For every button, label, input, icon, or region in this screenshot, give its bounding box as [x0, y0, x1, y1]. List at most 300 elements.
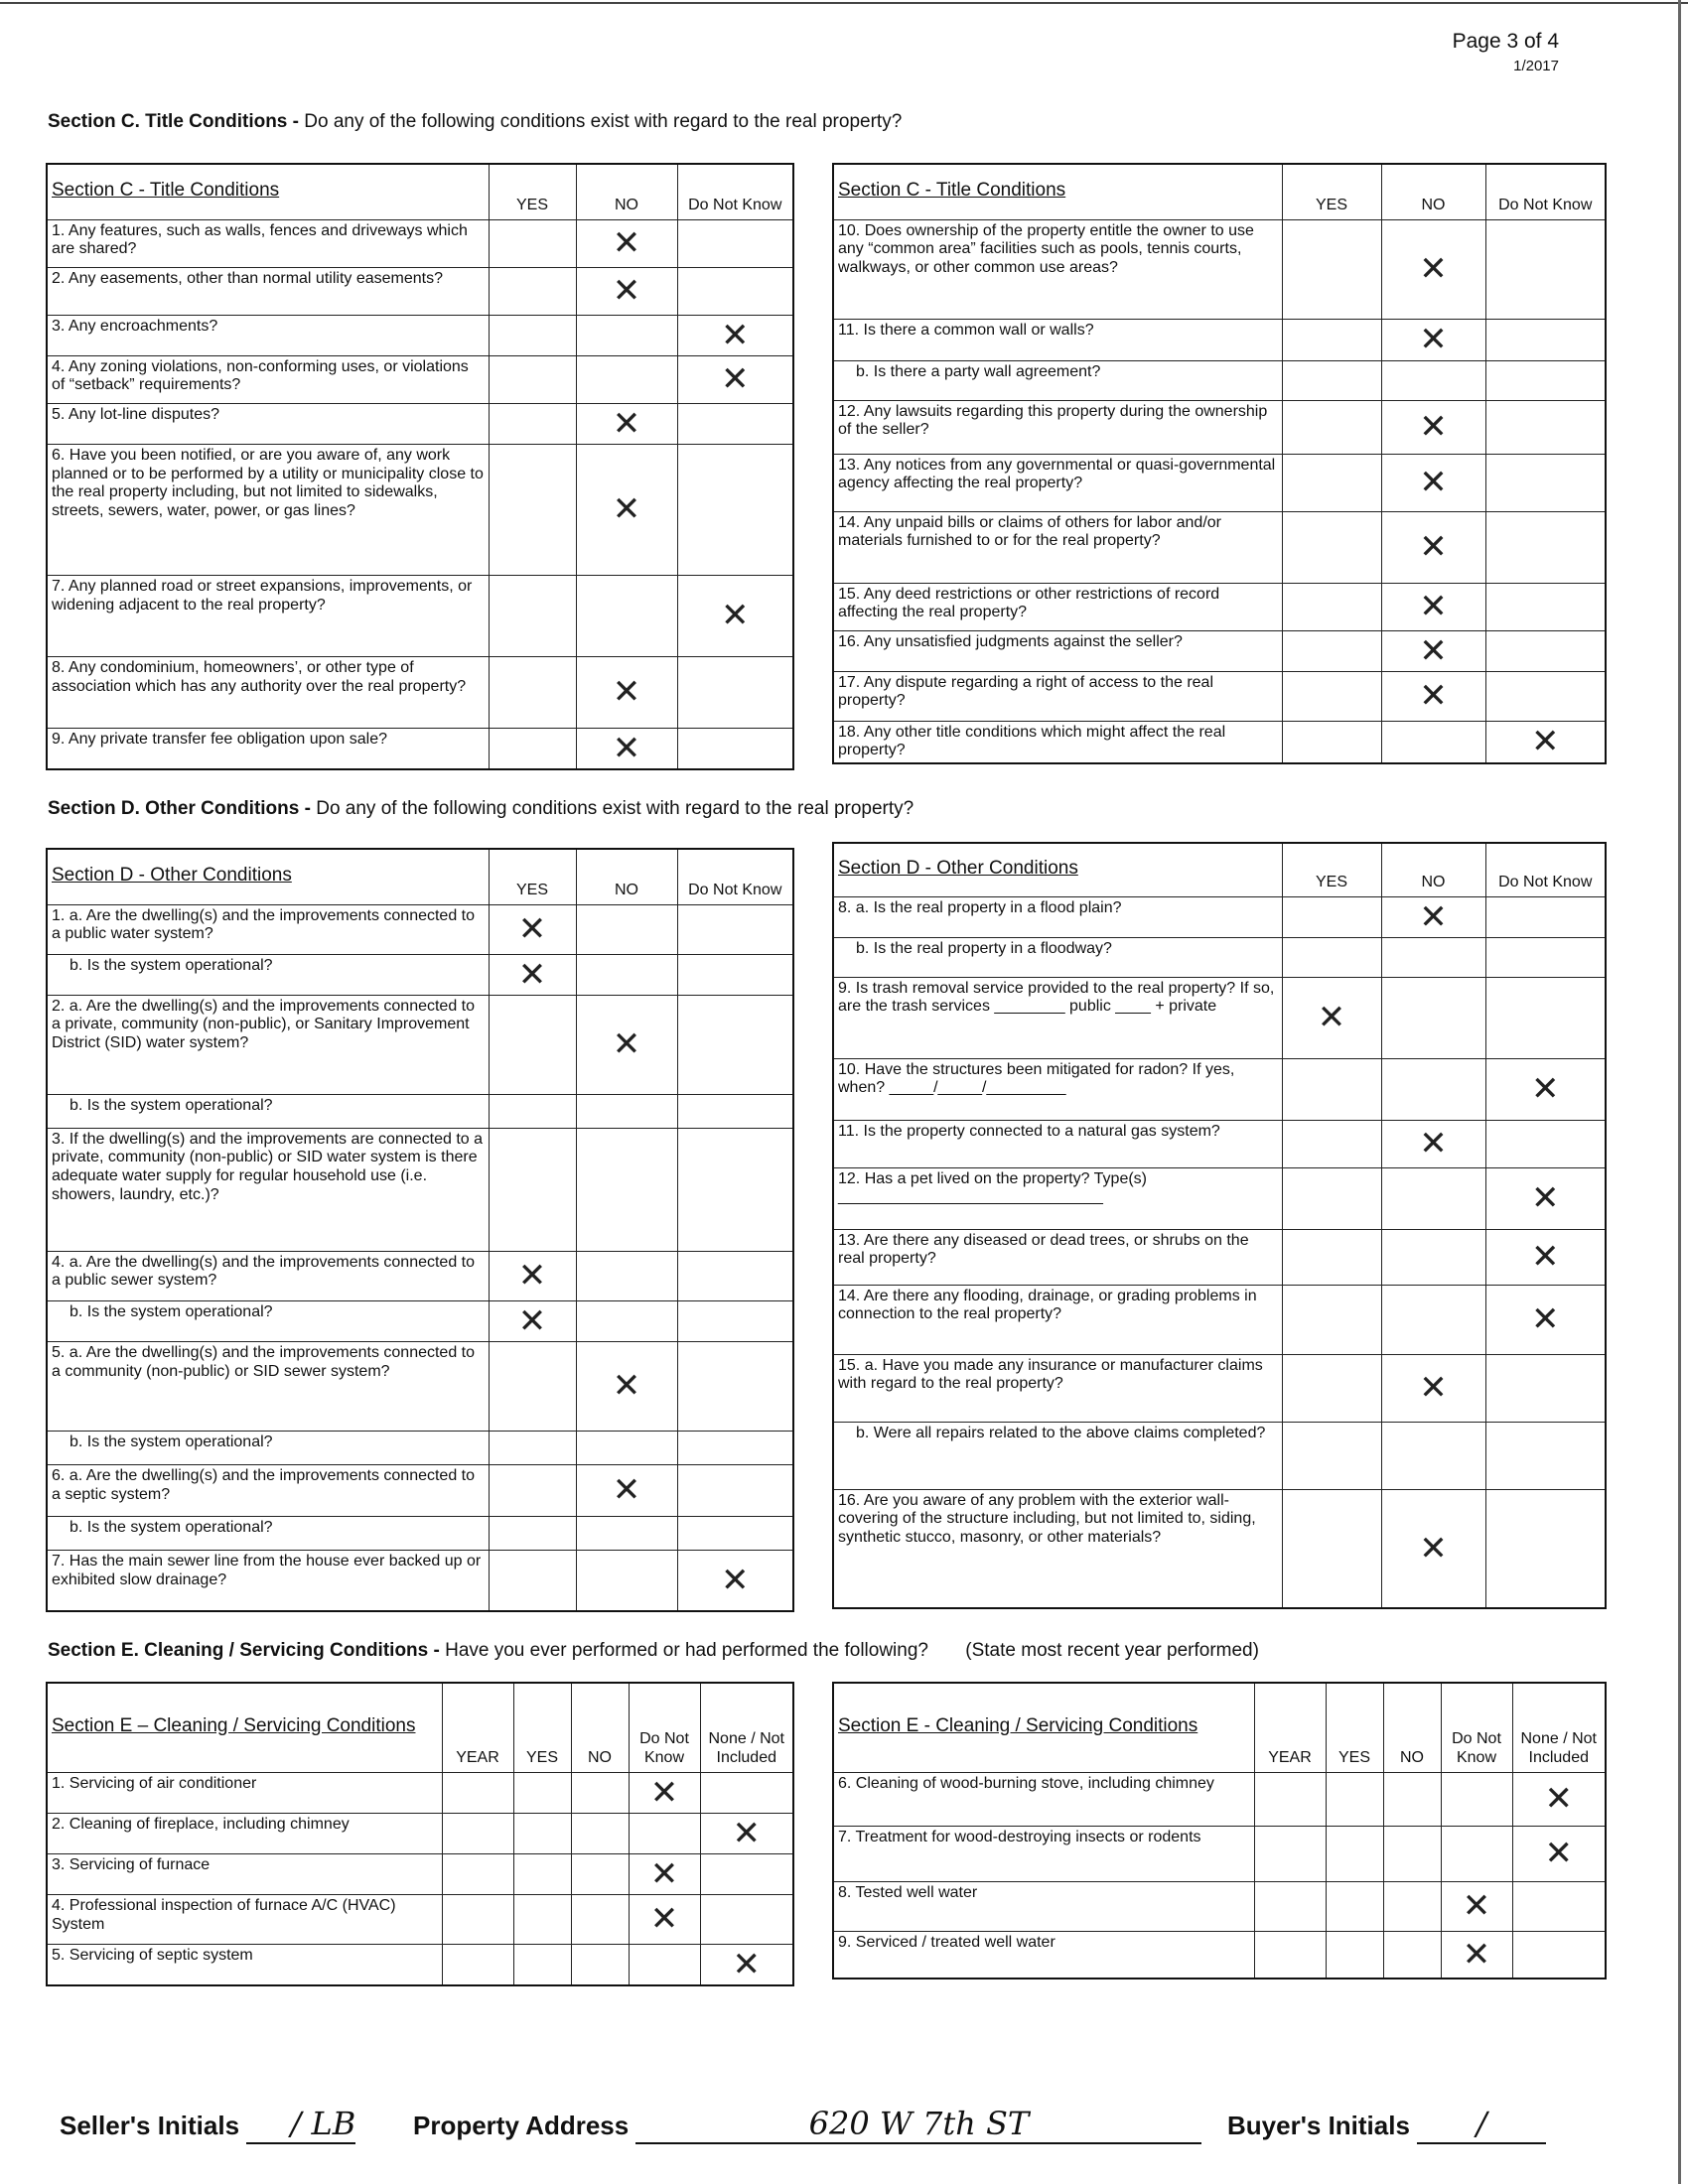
answer-cell-no[interactable]: ✕ [1381, 219, 1485, 319]
answer-cell-dnk[interactable] [1485, 400, 1606, 454]
answer-cell-none[interactable] [700, 1894, 793, 1944]
table-row [47, 403, 793, 444]
question-text: 17. Any dispute regarding a right of access to the real property? [833, 671, 1282, 721]
col-dnk: Do Not Know [677, 164, 793, 219]
answer-cell-year[interactable] [1254, 1772, 1326, 1826]
answer-cell-yes[interactable] [489, 315, 576, 355]
answer-cell-no[interactable] [1383, 1826, 1441, 1881]
col-no: NO [571, 1683, 629, 1772]
answer-cell-no[interactable] [1381, 721, 1485, 763]
answer-cell-no[interactable] [571, 1853, 629, 1894]
answer-cell-dnk[interactable] [677, 267, 793, 315]
buyer-initials-label: Buyer's Initials [1227, 2111, 1410, 2140]
answer-cell-dnk[interactable] [1485, 1422, 1606, 1489]
answer-cell-dnk[interactable]: ✕ [1485, 1229, 1606, 1285]
answer-cell-dnk[interactable] [1441, 1772, 1512, 1826]
answer-cell-yes[interactable] [489, 355, 576, 403]
answer-cell-yes[interactable]: ✕ [489, 1251, 576, 1300]
answer-cell-dnk[interactable] [677, 954, 793, 995]
answer-cell-dnk[interactable] [629, 1813, 700, 1853]
section-c-right-table [832, 163, 1607, 764]
question-text: 8. a. Is the real property in a flood plain? [833, 896, 1282, 937]
answer-cell-no[interactable] [1381, 1285, 1485, 1354]
answer-cell-yes[interactable] [1282, 1285, 1381, 1354]
answer-cell-yes[interactable] [513, 1944, 571, 1985]
answer-cell-yes[interactable] [489, 1341, 576, 1431]
section-e-left-table [46, 1682, 794, 1986]
answer-cell-yes[interactable] [489, 995, 576, 1094]
table-row [833, 937, 1606, 977]
answer-cell-none[interactable]: ✕ [1512, 1772, 1606, 1826]
question-text: 7. Has the main sewer line from the house ever backed up or exhibited slow drainage? [47, 1550, 489, 1611]
seller-initials[interactable] [60, 2105, 355, 2144]
table-row [833, 1354, 1606, 1422]
answer-cell-year[interactable] [442, 1894, 513, 1944]
answer-cell-yes[interactable] [1282, 319, 1381, 360]
table-row [833, 1931, 1606, 1979]
table-title: Section C - Title Conditions [833, 164, 1282, 219]
table-row [47, 355, 793, 403]
col-no: NO [576, 164, 677, 219]
answer-cell-dnk[interactable] [1485, 1489, 1606, 1608]
seller-initials-label: Seller's Initials [60, 2111, 240, 2140]
answer-cell-dnk[interactable]: ✕ [677, 355, 793, 403]
question-text: 1. a. Are the dwelling(s) and the improvements connected to a public water system? [47, 904, 489, 954]
answer-cell-dnk[interactable] [677, 1128, 793, 1251]
answer-cell-yes[interactable] [513, 1813, 571, 1853]
answer-cell-yes[interactable] [1282, 1229, 1381, 1285]
table-row [833, 896, 1606, 937]
answer-cell-dnk[interactable]: ✕ [629, 1894, 700, 1944]
answer-cell-yes[interactable] [489, 1094, 576, 1128]
question-text: 16. Any unsatisfied judgments against the seller? [833, 630, 1282, 671]
answer-cell-none[interactable] [1512, 1931, 1606, 1979]
answer-cell-dnk[interactable]: ✕ [677, 315, 793, 355]
answer-cell-dnk[interactable]: ✕ [629, 1853, 700, 1894]
answer-cell-no[interactable] [576, 1550, 677, 1611]
question-text: 8. Any condominium, homeowners’, or other type of association which has any authority over the real property? [47, 656, 489, 728]
answer-cell-no[interactable]: ✕ [576, 267, 677, 315]
answer-cell-no[interactable]: ✕ [576, 1464, 677, 1516]
seller-initials-value[interactable]: / LB [246, 2105, 355, 2144]
answer-cell-no[interactable]: ✕ [576, 219, 677, 267]
table-row [47, 728, 793, 769]
answer-cell-no[interactable] [571, 1894, 629, 1944]
table-row [833, 977, 1606, 1058]
answer-cell-no[interactable] [576, 1251, 677, 1300]
table-row [833, 1489, 1606, 1608]
table-row [47, 1464, 793, 1516]
answer-cell-dnk[interactable] [1485, 977, 1606, 1058]
col-yes: YES [513, 1683, 571, 1772]
answer-cell-yes[interactable] [489, 1464, 576, 1516]
answer-cell-year[interactable] [1254, 1881, 1326, 1931]
answer-cell-no[interactable] [576, 1128, 677, 1251]
answer-cell-yes[interactable] [1282, 671, 1381, 721]
section-e-heading-text: Have you ever performed or had performed the following? [439, 1640, 928, 1661]
answer-cell-no[interactable] [576, 954, 677, 995]
table-row [833, 1120, 1606, 1167]
answer-cell-no[interactable]: ✕ [576, 444, 677, 575]
answer-cell-yes[interactable] [1326, 1772, 1383, 1826]
answer-cell-no[interactable] [1381, 1058, 1485, 1120]
answer-cell-dnk[interactable] [677, 1300, 793, 1341]
answer-cell-yes[interactable] [489, 403, 576, 444]
answer-cell-yes[interactable] [489, 656, 576, 728]
question-text: 9. Serviced / treated well water [833, 1931, 1254, 1979]
answer-cell-dnk[interactable]: ✕ [677, 575, 793, 656]
answer-cell-dnk[interactable] [677, 444, 793, 575]
revision-date: 1/2017 [1513, 58, 1559, 74]
answer-cell-dnk[interactable] [677, 1431, 793, 1464]
answer-cell-none[interactable]: ✕ [700, 1944, 793, 1985]
answer-cell-no[interactable] [576, 1300, 677, 1341]
answer-cell-no[interactable] [576, 904, 677, 954]
answer-cell-dnk[interactable] [1485, 454, 1606, 511]
answer-cell-year[interactable] [442, 1813, 513, 1853]
answer-cell-dnk[interactable] [1485, 511, 1606, 583]
buyer-initials[interactable] [1227, 2105, 1546, 2144]
col-no: NO [576, 849, 677, 904]
table-row [47, 444, 793, 575]
answer-cell-dnk[interactable] [677, 1251, 793, 1300]
table-row [47, 1813, 793, 1853]
answer-cell-no[interactable]: ✕ [1381, 1120, 1485, 1167]
section-e-heading-note: (State most recent year performed) [965, 1640, 1259, 1661]
answer-cell-yes[interactable] [1282, 630, 1381, 671]
answer-cell-no[interactable] [571, 1772, 629, 1813]
answer-cell-yes[interactable] [1282, 721, 1381, 763]
answer-cell-yes[interactable]: ✕ [1282, 977, 1381, 1058]
table-row [47, 656, 793, 728]
answer-cell-no[interactable] [1383, 1772, 1441, 1826]
answer-cell-yes[interactable] [489, 1516, 576, 1550]
question-text: 1. Servicing of air conditioner [47, 1772, 442, 1813]
col-year: YEAR [1254, 1683, 1326, 1772]
table-row [833, 630, 1606, 671]
table-row [833, 219, 1606, 319]
question-text: b. Is the real property in a floodway? [833, 937, 1282, 977]
answer-cell-dnk[interactable] [677, 1464, 793, 1516]
answer-cell-dnk[interactable]: ✕ [629, 1772, 700, 1813]
answer-cell-year[interactable] [1254, 1826, 1326, 1881]
answer-cell-no[interactable] [1383, 1881, 1441, 1931]
table-row [47, 1894, 793, 1944]
question-text: 5. Servicing of septic system [47, 1944, 442, 1985]
answer-cell-no[interactable]: ✕ [1381, 1489, 1485, 1608]
answer-cell-yes[interactable] [1282, 454, 1381, 511]
answer-cell-dnk[interactable]: ✕ [1441, 1881, 1512, 1931]
question-text: 12. Any lawsuits regarding this property during the ownership of the seller? [833, 400, 1282, 454]
section-c-heading-bold: Section C. Title Conditions - [48, 111, 299, 132]
question-text: 4. Professional inspection of furnace A/C (HVAC) System [47, 1894, 442, 1944]
table-row [833, 671, 1606, 721]
table-row [833, 1167, 1606, 1229]
col-year: YEAR [442, 1683, 513, 1772]
question-text: 4. a. Are the dwelling(s) and the improvements connected to a public sewer system? [47, 1251, 489, 1300]
col-no: NO [1383, 1683, 1441, 1772]
question-text: 12. Has a pet lived on the property? Type(s) ______________________________ [833, 1167, 1282, 1229]
col-dnk: Do Not Know [629, 1683, 700, 1772]
table-row [47, 904, 793, 954]
answer-cell-no[interactable] [1381, 937, 1485, 977]
answer-cell-yes[interactable] [489, 1431, 576, 1464]
question-text: 13. Any notices from any governmental or quasi-governmental agency affecting the real property? [833, 454, 1282, 511]
section-e-heading-bold: Section E. Cleaning / Servicing Conditions - [48, 1640, 440, 1661]
property-address-label: Property Address [413, 2111, 630, 2140]
col-none: None / Not Included [700, 1683, 793, 1772]
answer-cell-no[interactable]: ✕ [576, 728, 677, 769]
answer-cell-no[interactable]: ✕ [1381, 896, 1485, 937]
table-row [833, 1826, 1606, 1881]
question-text: 6. Cleaning of wood-burning stove, including chimney [833, 1772, 1254, 1826]
property-address-value[interactable]: 620 W 7th ST [635, 2105, 1201, 2144]
table-title: Section D - Other Conditions [47, 849, 489, 904]
answer-cell-yes[interactable] [1282, 937, 1381, 977]
answer-cell-no[interactable] [1381, 360, 1485, 400]
answer-cell-yes[interactable]: ✕ [489, 954, 576, 995]
answer-cell-dnk[interactable] [677, 995, 793, 1094]
answer-cell-dnk[interactable] [1485, 630, 1606, 671]
table-row [47, 1251, 793, 1300]
answer-cell-none[interactable] [700, 1772, 793, 1813]
answer-cell-year[interactable] [442, 1772, 513, 1813]
answer-cell-no[interactable] [1381, 977, 1485, 1058]
table-row [833, 1422, 1606, 1489]
question-text: 5. a. Are the dwelling(s) and the improvements connected to a community (non-public) or SID sewer system? [47, 1341, 489, 1431]
col-none: None / Not Included [1512, 1683, 1606, 1772]
table-title: Section E - Cleaning / Servicing Conditions [833, 1683, 1254, 1772]
answer-cell-yes[interactable] [489, 1550, 576, 1611]
answer-cell-dnk[interactable] [677, 1341, 793, 1431]
answer-cell-yes[interactable] [1326, 1881, 1383, 1931]
answer-cell-dnk[interactable] [677, 219, 793, 267]
answer-cell-yes[interactable] [513, 1853, 571, 1894]
answer-cell-no[interactable]: ✕ [576, 656, 677, 728]
section-c-left-table [46, 163, 794, 770]
question-text: 10. Does ownership of the property entitle the owner to use any “common area” facilities such as pools, tennis courts, walkways, or other common use areas? [833, 219, 1282, 319]
answer-cell-no[interactable] [1381, 1167, 1485, 1229]
answer-cell-yes[interactable] [1282, 1120, 1381, 1167]
answer-cell-dnk[interactable] [1441, 1826, 1512, 1881]
answer-cell-no[interactable]: ✕ [1381, 1354, 1485, 1422]
table-row [833, 1058, 1606, 1120]
answer-cell-yes[interactable] [489, 575, 576, 656]
question-text: 2. Cleaning of fireplace, including chimney [47, 1813, 442, 1853]
question-text: 3. If the dwelling(s) and the improvements are connected to a private, community (non-public) or SID water system is there adequate water supply for regular household use (i.e. showers, laundry, etc.)? [47, 1128, 489, 1251]
col-no: NO [1381, 164, 1485, 219]
table-row [47, 1300, 793, 1341]
answer-cell-dnk[interactable] [677, 728, 793, 769]
answer-cell-dnk[interactable] [1485, 671, 1606, 721]
answer-cell-dnk[interactable]: ✕ [1485, 1167, 1606, 1229]
answer-cell-no[interactable] [1381, 1422, 1485, 1489]
answer-cell-dnk[interactable]: ✕ [1485, 721, 1606, 763]
section-d-heading [48, 798, 914, 820]
table-row [833, 511, 1606, 583]
buyer-initials-value[interactable]: / [1417, 2105, 1546, 2144]
answer-cell-dnk[interactable] [1485, 360, 1606, 400]
table-row [833, 319, 1606, 360]
col-yes: YES [489, 849, 576, 904]
answer-cell-yes[interactable] [489, 444, 576, 575]
answer-cell-dnk[interactable] [1485, 937, 1606, 977]
answer-cell-dnk[interactable] [677, 656, 793, 728]
answer-cell-no[interactable] [576, 315, 677, 355]
answer-cell-no[interactable] [576, 355, 677, 403]
col-dnk: Do Not Know [1441, 1683, 1512, 1772]
answer-cell-no[interactable] [1381, 1229, 1485, 1285]
answer-cell-yes[interactable] [489, 219, 576, 267]
answer-cell-no[interactable]: ✕ [1381, 454, 1485, 511]
answer-cell-no[interactable] [571, 1944, 629, 1985]
answer-cell-yes[interactable] [489, 728, 576, 769]
answer-cell-no[interactable] [576, 1431, 677, 1464]
table-row [833, 721, 1606, 763]
answer-cell-no[interactable] [1383, 1931, 1441, 1979]
answer-cell-dnk[interactable] [1485, 583, 1606, 630]
answer-cell-yes[interactable] [1282, 1489, 1381, 1608]
question-text: 3. Any encroachments? [47, 315, 489, 355]
table-row [47, 1944, 793, 1985]
answer-cell-yes[interactable] [1326, 1931, 1383, 1979]
answer-cell-dnk[interactable] [1485, 1354, 1606, 1422]
table-row [47, 1431, 793, 1464]
question-text: 7. Treatment for wood-destroying insects or rodents [833, 1826, 1254, 1881]
answer-cell-year[interactable] [1254, 1931, 1326, 1979]
question-text: 8. Tested well water [833, 1881, 1254, 1931]
answer-cell-yes[interactable] [1282, 400, 1381, 454]
answer-cell-dnk[interactable] [629, 1944, 700, 1985]
table-row [833, 1285, 1606, 1354]
question-text: 18. Any other title conditions which might affect the real property? [833, 721, 1282, 763]
question-text: 11. Is there a common wall or walls? [833, 319, 1282, 360]
question-text: 10. Have the structures been mitigated for radon? If yes, when? _____/_____/_________ [833, 1058, 1282, 1120]
answer-cell-year[interactable] [442, 1944, 513, 1985]
table-row [47, 1853, 793, 1894]
answer-cell-yes[interactable] [1282, 1167, 1381, 1229]
table-row [47, 1094, 793, 1128]
answer-cell-yes[interactable] [1282, 1058, 1381, 1120]
question-text: 1. Any features, such as walls, fences and driveways which are shared? [47, 219, 489, 267]
table-row [47, 575, 793, 656]
answer-cell-no[interactable]: ✕ [1381, 511, 1485, 583]
table-row [833, 1229, 1606, 1285]
answer-cell-yes[interactable] [513, 1894, 571, 1944]
section-c-heading-text: Do any of the following conditions exist with regard to the real property? [298, 111, 903, 132]
answer-cell-yes[interactable] [1282, 1354, 1381, 1422]
answer-cell-no[interactable]: ✕ [1381, 319, 1485, 360]
answer-cell-no[interactable]: ✕ [1381, 630, 1485, 671]
answer-cell-yes[interactable]: ✕ [489, 1300, 576, 1341]
table-row [47, 219, 793, 267]
table-title: Section D - Other Conditions [833, 843, 1282, 896]
answer-cell-no[interactable]: ✕ [1381, 671, 1485, 721]
col-yes: YES [489, 164, 576, 219]
answer-cell-yes[interactable] [1282, 1422, 1381, 1489]
table-row [833, 1772, 1606, 1826]
answer-cell-none[interactable] [1512, 1881, 1606, 1931]
table-row [47, 1550, 793, 1611]
answer-cell-yes[interactable] [1282, 360, 1381, 400]
table-row [47, 954, 793, 995]
question-text: 15. Any deed restrictions or other restrictions of record affecting the real property? [833, 583, 1282, 630]
question-text: 11. Is the property connected to a natural gas system? [833, 1120, 1282, 1167]
answer-cell-yes[interactable] [1282, 511, 1381, 583]
answer-cell-dnk[interactable] [677, 904, 793, 954]
table-title: Section E – Cleaning / Servicing Conditions [47, 1683, 442, 1772]
answer-cell-no[interactable] [576, 1516, 677, 1550]
answer-cell-dnk[interactable]: ✕ [1485, 1058, 1606, 1120]
question-text: 9. Any private transfer fee obligation upon sale? [47, 728, 489, 769]
answer-cell-yes[interactable] [489, 267, 576, 315]
question-text: 2. Any easements, other than normal utility easements? [47, 267, 489, 315]
answer-cell-no[interactable]: ✕ [576, 403, 677, 444]
answer-cell-none[interactable] [700, 1853, 793, 1894]
answer-cell-no[interactable] [576, 1094, 677, 1128]
section-e-right-table [832, 1682, 1607, 1979]
section-d-heading-text: Do any of the following conditions exist with regard to the real property? [310, 798, 914, 819]
answer-cell-no[interactable]: ✕ [576, 1341, 677, 1431]
question-text: 4. Any zoning violations, non-conforming uses, or violations of “setback” requirements? [47, 355, 489, 403]
table-row [47, 995, 793, 1094]
table-row [47, 315, 793, 355]
question-text: 6. a. Are the dwelling(s) and the improvements connected to a septic system? [47, 1464, 489, 1516]
answer-cell-dnk[interactable] [677, 403, 793, 444]
answer-cell-dnk[interactable]: ✕ [1441, 1931, 1512, 1979]
answer-cell-yes[interactable] [513, 1772, 571, 1813]
answer-cell-yes[interactable] [1282, 583, 1381, 630]
top-border [0, 2, 1688, 4]
answer-cell-no[interactable]: ✕ [576, 995, 677, 1094]
answer-cell-yes[interactable] [489, 1128, 576, 1251]
col-dnk: Do Not Know [1485, 843, 1606, 896]
answer-cell-yes[interactable] [1282, 896, 1381, 937]
answer-cell-dnk[interactable] [1485, 219, 1606, 319]
answer-cell-dnk[interactable] [1485, 896, 1606, 937]
answer-cell-dnk[interactable] [677, 1094, 793, 1128]
answer-cell-yes[interactable] [1326, 1826, 1383, 1881]
answer-cell-dnk[interactable] [1485, 319, 1606, 360]
answer-cell-no[interactable] [571, 1813, 629, 1853]
answer-cell-year[interactable] [442, 1853, 513, 1894]
answer-cell-no[interactable]: ✕ [1381, 583, 1485, 630]
question-text: b. Were all repairs related to the above claims completed? [833, 1422, 1282, 1489]
question-text: 6. Have you been notified, or are you aware of, any work planned or to be performed by a utility or municipality close to the real property including, but not limited to sidewalks, streets, sewers, water, power, or gas lines? [47, 444, 489, 575]
question-text: 2. a. Are the dwelling(s) and the improvements connected to a private, community (non-public), or Sanitary Improvement District (SID) water system? [47, 995, 489, 1094]
answer-cell-none[interactable]: ✕ [1512, 1826, 1606, 1881]
col-yes: YES [1282, 164, 1381, 219]
question-text: 16. Are you aware of any problem with the exterior wall-covering of the structure including, but not limited to, siding, synthetic stucco, masonry, or other materials? [833, 1489, 1282, 1608]
question-text: 5. Any lot-line disputes? [47, 403, 489, 444]
section-c-heading [48, 111, 902, 133]
answer-cell-dnk[interactable]: ✕ [677, 1550, 793, 1611]
answer-cell-no[interactable]: ✕ [1381, 400, 1485, 454]
answer-cell-yes[interactable] [1282, 219, 1381, 319]
property-address[interactable] [413, 2105, 1201, 2144]
answer-cell-dnk[interactable] [677, 1516, 793, 1550]
question-text: 15. a. Have you made any insurance or manufacturer claims with regard to the real property? [833, 1354, 1282, 1422]
col-yes: YES [1282, 843, 1381, 896]
question-text: 14. Any unpaid bills or claims of others for labor and/or materials furnished to or for the real property? [833, 511, 1282, 583]
question-text: 14. Are there any flooding, drainage, or grading problems in connection to the real property? [833, 1285, 1282, 1354]
table-row [833, 583, 1606, 630]
answer-cell-no[interactable] [576, 575, 677, 656]
answer-cell-yes[interactable]: ✕ [489, 904, 576, 954]
answer-cell-none[interactable]: ✕ [700, 1813, 793, 1853]
answer-cell-dnk[interactable]: ✕ [1485, 1285, 1606, 1354]
answer-cell-dnk[interactable] [1485, 1120, 1606, 1167]
